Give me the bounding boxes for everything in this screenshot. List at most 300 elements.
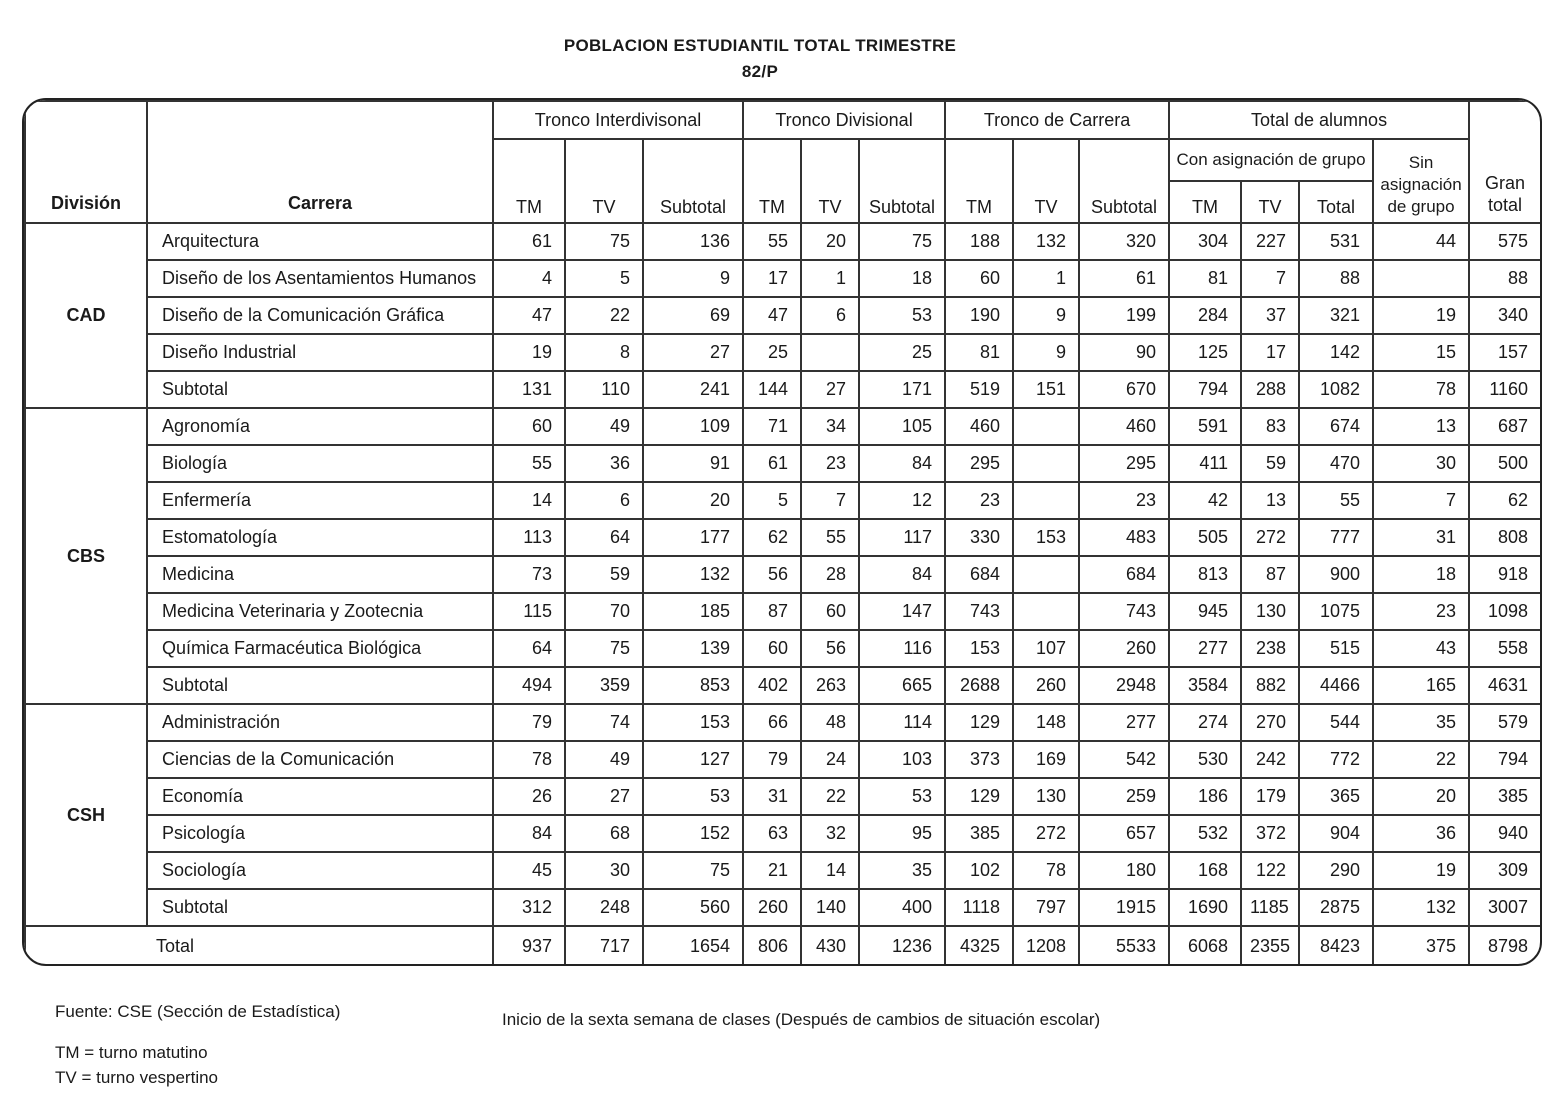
value-cell: 743	[945, 593, 1013, 630]
table-row	[25, 778, 1541, 815]
value-cell: 132	[643, 556, 743, 593]
value-cell: 71	[743, 408, 801, 445]
value-cell: 743	[1079, 593, 1169, 630]
value-cell: 113	[493, 519, 565, 556]
value-cell: 127	[643, 741, 743, 778]
subtotal-row	[25, 889, 1541, 926]
value-cell: 75	[643, 852, 743, 889]
table-row	[25, 593, 1541, 630]
value-cell: 365	[1299, 778, 1373, 815]
value-cell: 14	[801, 852, 859, 889]
value-cell	[1373, 260, 1469, 297]
total-value-cell: 806	[743, 926, 801, 966]
value-cell: 84	[493, 815, 565, 852]
total-value-cell: 375	[1373, 926, 1469, 966]
value-cell: 15	[1373, 334, 1469, 371]
value-cell: 9	[1013, 334, 1079, 371]
header-td-tv: TV	[801, 139, 859, 223]
value-cell: 284	[1169, 297, 1241, 334]
table-row	[25, 445, 1541, 482]
table-title: POBLACION ESTUDIANTIL TOTAL TRIMESTRE	[563, 36, 957, 55]
value-cell: 36	[565, 445, 643, 482]
value-cell: 125	[1169, 334, 1241, 371]
table-row	[25, 741, 1541, 778]
value-cell: 63	[743, 815, 801, 852]
value-cell: 295	[1079, 445, 1169, 482]
value-cell: 532	[1169, 815, 1241, 852]
value-cell: 75	[859, 223, 945, 260]
value-cell: 122	[1241, 852, 1299, 889]
carrera-cell: Ciencias de la Comunicación	[147, 741, 493, 778]
total-value-cell: 430	[801, 926, 859, 966]
total-value-cell: 1236	[859, 926, 945, 966]
value-cell: 26	[493, 778, 565, 815]
value-cell: 27	[801, 371, 859, 408]
header-ta-total: Total	[1299, 181, 1373, 223]
value-cell: 56	[801, 630, 859, 667]
footer-tm-definition: TM = turno matutino	[55, 1043, 208, 1062]
header-ta-tv: TV	[1241, 181, 1299, 223]
header-td-tm: TM	[743, 139, 801, 223]
value-cell: 260	[1013, 667, 1079, 704]
value-cell: 19	[1373, 297, 1469, 334]
value-cell: 3007	[1469, 889, 1541, 926]
value-cell: 25	[859, 334, 945, 371]
value-cell: 542	[1079, 741, 1169, 778]
carrera-cell: Estomatología	[147, 519, 493, 556]
value-cell: 2688	[945, 667, 1013, 704]
value-cell: 6	[565, 482, 643, 519]
value-cell: 84	[859, 556, 945, 593]
carrera-cell: Diseño de la Comunicación Gráfica	[147, 297, 493, 334]
carrera-cell: Diseño de los Asentamientos Humanos	[147, 260, 493, 297]
value-cell: 7	[801, 482, 859, 519]
value-cell: 1690	[1169, 889, 1241, 926]
value-cell: 242	[1241, 741, 1299, 778]
value-cell: 188	[945, 223, 1013, 260]
value-cell: 151	[1013, 371, 1079, 408]
value-cell: 132	[1013, 223, 1079, 260]
total-value-cell: 5533	[1079, 926, 1169, 966]
value-cell: 23	[1373, 593, 1469, 630]
value-cell: 227	[1241, 223, 1299, 260]
value-cell: 190	[945, 297, 1013, 334]
value-cell: 505	[1169, 519, 1241, 556]
value-cell: 19	[493, 334, 565, 371]
value-cell: 304	[1169, 223, 1241, 260]
header-con-asignacion: Con asignación de grupo	[1169, 139, 1373, 181]
value-cell: 575	[1469, 223, 1541, 260]
value-cell: 4	[493, 260, 565, 297]
value-cell: 115	[493, 593, 565, 630]
table-row	[25, 630, 1541, 667]
header-carrera: Carrera	[147, 101, 493, 223]
footer-source: Fuente: CSE (Sección de Estadística)	[55, 1002, 341, 1021]
value-cell: 7	[1241, 260, 1299, 297]
value-cell: 411	[1169, 445, 1241, 482]
table-row	[25, 519, 1541, 556]
table-row	[25, 297, 1541, 334]
value-cell: 36	[1373, 815, 1469, 852]
value-cell: 34	[801, 408, 859, 445]
header-gran-total: Gran total	[1469, 101, 1541, 223]
value-cell: 260	[743, 889, 801, 926]
value-cell: 940	[1469, 815, 1541, 852]
header-total-alumnos: Total de alumnos	[1169, 101, 1469, 139]
value-cell: 12	[859, 482, 945, 519]
value-cell: 91	[643, 445, 743, 482]
value-cell: 45	[493, 852, 565, 889]
value-cell: 66	[743, 704, 801, 741]
total-value-cell: 937	[493, 926, 565, 966]
value-cell: 180	[1079, 852, 1169, 889]
value-cell: 483	[1079, 519, 1169, 556]
table-row	[25, 408, 1541, 445]
value-cell: 531	[1299, 223, 1373, 260]
value-cell: 515	[1299, 630, 1373, 667]
value-cell: 494	[493, 667, 565, 704]
value-cell: 945	[1169, 593, 1241, 630]
value-cell: 48	[801, 704, 859, 741]
value-cell: 904	[1299, 815, 1373, 852]
value-cell: 21	[743, 852, 801, 889]
value-cell: 179	[1241, 778, 1299, 815]
table-row	[25, 815, 1541, 852]
total-value-cell: 1208	[1013, 926, 1079, 966]
value-cell: 530	[1169, 741, 1241, 778]
division-cell: CAD	[25, 223, 147, 408]
value-cell: 260	[1079, 630, 1169, 667]
value-cell: 312	[493, 889, 565, 926]
value-cell: 13	[1241, 482, 1299, 519]
value-cell: 53	[859, 778, 945, 815]
value-cell: 103	[859, 741, 945, 778]
value-cell	[1013, 556, 1079, 593]
value-cell: 165	[1373, 667, 1469, 704]
value-cell: 1160	[1469, 371, 1541, 408]
header-tronco-divisional: Tronco Divisional	[743, 101, 945, 139]
footer-note: Inicio de la sexta semana de clases (Después de cambios de situación escolar)	[502, 1010, 1101, 1029]
carrera-cell: Subtotal	[147, 371, 493, 408]
value-cell: 519	[945, 371, 1013, 408]
value-cell: 2875	[1299, 889, 1373, 926]
value-cell: 56	[743, 556, 801, 593]
carrera-cell: Enfermería	[147, 482, 493, 519]
value-cell: 186	[1169, 778, 1241, 815]
value-cell: 69	[643, 297, 743, 334]
value-cell	[1013, 593, 1079, 630]
value-cell: 1075	[1299, 593, 1373, 630]
subtotal-row	[25, 667, 1541, 704]
carrera-cell: Administración	[147, 704, 493, 741]
value-cell: 330	[945, 519, 1013, 556]
value-cell: 684	[945, 556, 1013, 593]
value-cell: 31	[743, 778, 801, 815]
header-sin-asignacion: Sin asignación de grupo	[1373, 139, 1469, 223]
value-cell: 59	[1241, 445, 1299, 482]
value-cell: 270	[1241, 704, 1299, 741]
value-cell: 14	[493, 482, 565, 519]
value-cell: 263	[801, 667, 859, 704]
table-body	[25, 223, 1541, 966]
value-cell: 248	[565, 889, 643, 926]
value-cell: 81	[1169, 260, 1241, 297]
value-cell: 43	[1373, 630, 1469, 667]
value-cell: 177	[643, 519, 743, 556]
value-cell: 61	[743, 445, 801, 482]
value-cell: 64	[565, 519, 643, 556]
value-cell: 20	[643, 482, 743, 519]
value-cell: 1185	[1241, 889, 1299, 926]
value-cell: 107	[1013, 630, 1079, 667]
header-tronco-carrera: Tronco de Carrera	[945, 101, 1169, 139]
value-cell: 500	[1469, 445, 1541, 482]
value-cell: 320	[1079, 223, 1169, 260]
subtotal-row	[25, 371, 1541, 408]
value-cell: 87	[1241, 556, 1299, 593]
value-cell: 9	[1013, 297, 1079, 334]
value-cell: 470	[1299, 445, 1373, 482]
value-cell: 75	[565, 223, 643, 260]
value-cell: 130	[1013, 778, 1079, 815]
value-cell: 114	[859, 704, 945, 741]
value-cell: 144	[743, 371, 801, 408]
value-cell: 55	[1299, 482, 1373, 519]
value-cell: 277	[1169, 630, 1241, 667]
value-cell: 9	[643, 260, 743, 297]
value-cell: 152	[643, 815, 743, 852]
value-cell: 168	[1169, 852, 1241, 889]
value-cell: 35	[859, 852, 945, 889]
value-cell: 79	[743, 741, 801, 778]
footer-tv-definition: TV = turno vespertino	[55, 1068, 219, 1087]
value-cell: 79	[493, 704, 565, 741]
carrera-cell: Biología	[147, 445, 493, 482]
carrera-cell: Agronomía	[147, 408, 493, 445]
carrera-cell: Química Farmacéutica Biológica	[147, 630, 493, 667]
value-cell: 73	[493, 556, 565, 593]
value-cell: 272	[1241, 519, 1299, 556]
value-cell: 49	[565, 741, 643, 778]
value-cell: 61	[493, 223, 565, 260]
value-cell: 1098	[1469, 593, 1541, 630]
value-cell: 402	[743, 667, 801, 704]
value-cell: 1	[801, 260, 859, 297]
value-cell: 2948	[1079, 667, 1169, 704]
value-cell: 105	[859, 408, 945, 445]
value-cell: 185	[643, 593, 743, 630]
value-cell: 28	[801, 556, 859, 593]
value-cell: 579	[1469, 704, 1541, 741]
carrera-cell: Subtotal	[147, 667, 493, 704]
value-cell: 17	[1241, 334, 1299, 371]
value-cell: 199	[1079, 297, 1169, 334]
value-cell: 55	[493, 445, 565, 482]
value-cell: 60	[743, 630, 801, 667]
value-cell: 131	[493, 371, 565, 408]
value-cell: 674	[1299, 408, 1373, 445]
value-cell: 259	[1079, 778, 1169, 815]
value-cell: 75	[565, 630, 643, 667]
value-cell: 84	[859, 445, 945, 482]
value-cell: 591	[1169, 408, 1241, 445]
value-cell: 81	[945, 334, 1013, 371]
value-cell: 147	[859, 593, 945, 630]
value-cell: 684	[1079, 556, 1169, 593]
value-cell: 400	[859, 889, 945, 926]
value-cell: 27	[643, 334, 743, 371]
value-cell: 153	[1013, 519, 1079, 556]
value-cell	[1013, 408, 1079, 445]
value-cell: 19	[1373, 852, 1469, 889]
value-cell: 687	[1469, 408, 1541, 445]
value-cell: 148	[1013, 704, 1079, 741]
header-tronco-interdivisional: Tronco Interdivisonal	[493, 101, 743, 139]
value-cell: 373	[945, 741, 1013, 778]
value-cell: 288	[1241, 371, 1299, 408]
total-label: Total	[25, 926, 493, 966]
total-value-cell: 717	[565, 926, 643, 966]
value-cell: 78	[1013, 852, 1079, 889]
value-cell: 87	[743, 593, 801, 630]
value-cell: 813	[1169, 556, 1241, 593]
value-cell	[1013, 445, 1079, 482]
value-cell: 777	[1299, 519, 1373, 556]
value-cell: 794	[1169, 371, 1241, 408]
value-cell: 6	[801, 297, 859, 334]
value-cell: 385	[1469, 778, 1541, 815]
value-cell: 169	[1013, 741, 1079, 778]
value-cell: 274	[1169, 704, 1241, 741]
value-cell: 882	[1241, 667, 1299, 704]
carrera-cell: Diseño Industrial	[147, 334, 493, 371]
value-cell: 55	[801, 519, 859, 556]
carrera-cell: Arquitectura	[147, 223, 493, 260]
table-subtitle: 82/P	[741, 62, 779, 81]
value-cell: 25	[743, 334, 801, 371]
value-cell: 30	[1373, 445, 1469, 482]
value-cell: 60	[945, 260, 1013, 297]
value-cell: 23	[945, 482, 1013, 519]
value-cell: 18	[859, 260, 945, 297]
value-cell: 7	[1373, 482, 1469, 519]
value-cell: 88	[1299, 260, 1373, 297]
value-cell: 47	[743, 297, 801, 334]
value-cell: 808	[1469, 519, 1541, 556]
total-value-cell: 6068	[1169, 926, 1241, 966]
value-cell: 88	[1469, 260, 1541, 297]
value-cell: 4466	[1299, 667, 1373, 704]
value-cell: 238	[1241, 630, 1299, 667]
table-row	[25, 704, 1541, 741]
carrera-cell: Economía	[147, 778, 493, 815]
value-cell: 129	[945, 704, 1013, 741]
table-row	[25, 852, 1541, 889]
value-cell: 772	[1299, 741, 1373, 778]
value-cell: 27	[565, 778, 643, 815]
total-value-cell: 2355	[1241, 926, 1299, 966]
value-cell: 321	[1299, 297, 1373, 334]
value-cell: 8	[565, 334, 643, 371]
value-cell: 372	[1241, 815, 1299, 852]
value-cell: 61	[1079, 260, 1169, 297]
value-cell: 900	[1299, 556, 1373, 593]
value-cell: 59	[565, 556, 643, 593]
total-value-cell: 1654	[643, 926, 743, 966]
value-cell: 139	[643, 630, 743, 667]
value-cell: 18	[1373, 556, 1469, 593]
division-cell: CBS	[25, 408, 147, 704]
value-cell: 157	[1469, 334, 1541, 371]
header-ta-tm: TM	[1169, 181, 1241, 223]
value-cell: 140	[801, 889, 859, 926]
value-cell: 130	[1241, 593, 1299, 630]
value-cell: 60	[801, 593, 859, 630]
value-cell: 83	[1241, 408, 1299, 445]
value-cell: 42	[1169, 482, 1241, 519]
value-cell: 22	[801, 778, 859, 815]
value-cell: 20	[801, 223, 859, 260]
value-cell: 1915	[1079, 889, 1169, 926]
value-cell: 290	[1299, 852, 1373, 889]
header-tc-tv: TV	[1013, 139, 1079, 223]
header-td-subtotal: Subtotal	[859, 139, 945, 223]
total-row	[25, 926, 1541, 966]
value-cell: 116	[859, 630, 945, 667]
value-cell: 62	[1469, 482, 1541, 519]
value-cell: 78	[493, 741, 565, 778]
value-cell: 17	[743, 260, 801, 297]
total-value-cell: 4325	[945, 926, 1013, 966]
value-cell: 55	[743, 223, 801, 260]
value-cell: 1118	[945, 889, 1013, 926]
value-cell: 5	[565, 260, 643, 297]
value-cell: 853	[643, 667, 743, 704]
value-cell: 3584	[1169, 667, 1241, 704]
value-cell: 797	[1013, 889, 1079, 926]
value-cell: 277	[1079, 704, 1169, 741]
value-cell: 74	[565, 704, 643, 741]
value-cell: 5	[743, 482, 801, 519]
value-cell	[801, 334, 859, 371]
carrera-cell: Sociología	[147, 852, 493, 889]
value-cell: 20	[1373, 778, 1469, 815]
value-cell: 359	[565, 667, 643, 704]
header-ti-tv: TV	[565, 139, 643, 223]
value-cell: 295	[945, 445, 1013, 482]
division-cell: CSH	[25, 704, 147, 926]
value-cell: 49	[565, 408, 643, 445]
value-cell: 68	[565, 815, 643, 852]
value-cell: 90	[1079, 334, 1169, 371]
value-cell: 32	[801, 815, 859, 852]
value-cell: 47	[493, 297, 565, 334]
table-row	[25, 482, 1541, 519]
value-cell: 171	[859, 371, 945, 408]
value-cell: 44	[1373, 223, 1469, 260]
value-cell: 22	[1373, 741, 1469, 778]
value-cell: 132	[1373, 889, 1469, 926]
value-cell: 657	[1079, 815, 1169, 852]
header-tc-tm: TM	[945, 139, 1013, 223]
value-cell: 62	[743, 519, 801, 556]
value-cell: 70	[565, 593, 643, 630]
value-cell: 670	[1079, 371, 1169, 408]
value-cell: 558	[1469, 630, 1541, 667]
value-cell: 385	[945, 815, 1013, 852]
value-cell: 53	[859, 297, 945, 334]
value-cell: 153	[643, 704, 743, 741]
